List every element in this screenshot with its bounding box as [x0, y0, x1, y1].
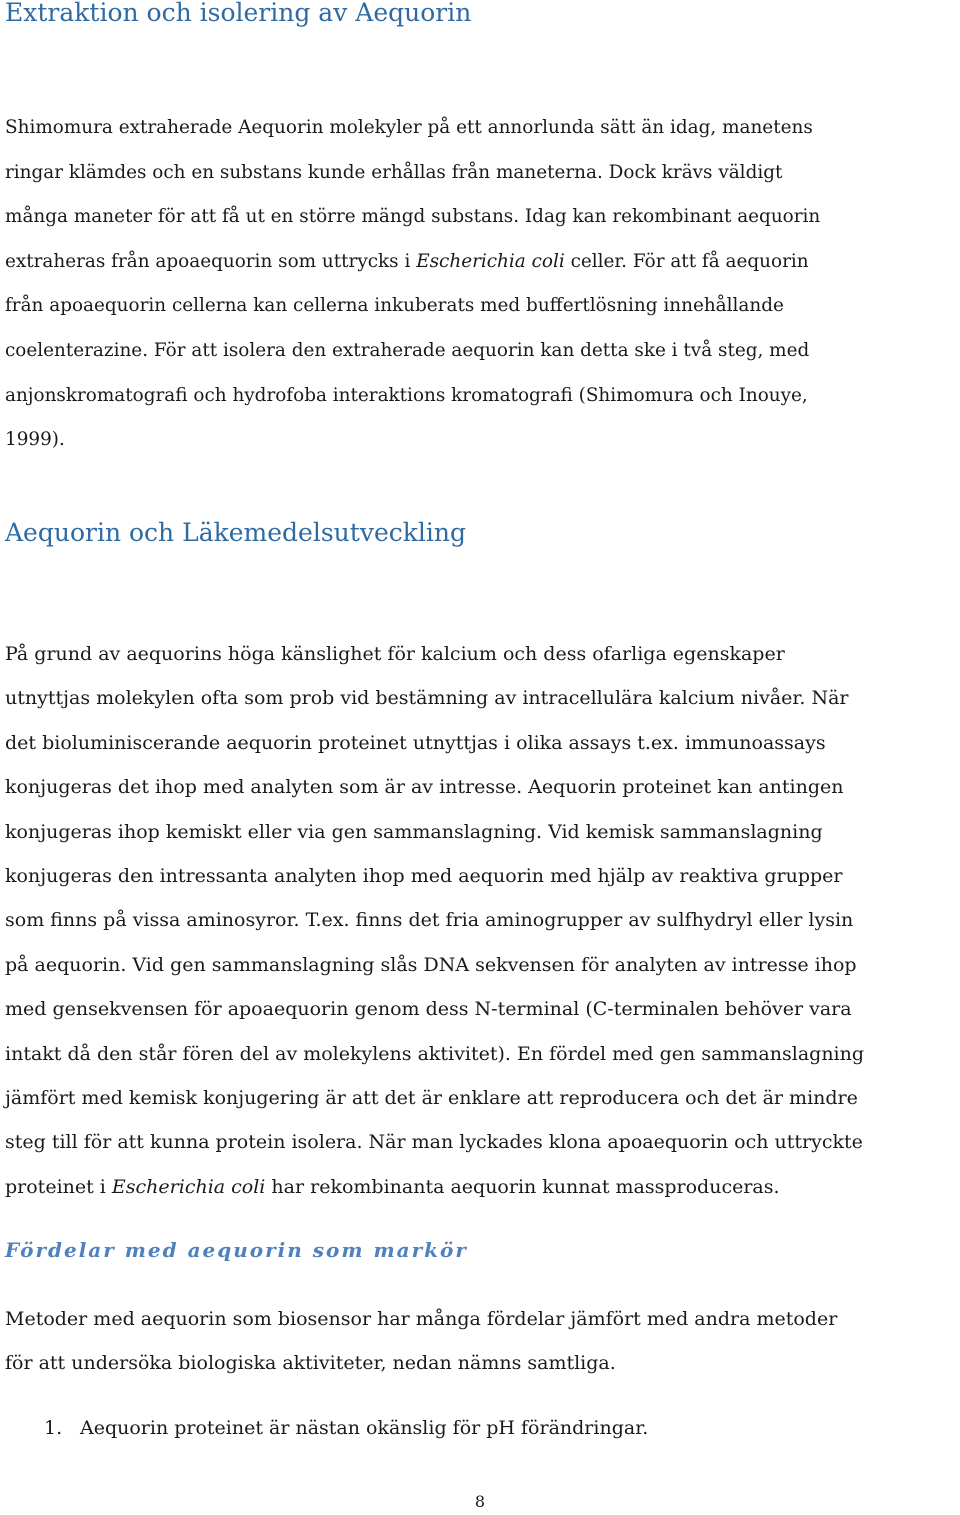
text-line: ringar klämdes och en substans kunde erhållas från maneterna. Dock krävs väldigt	[5, 161, 783, 183]
paragraph-extraction	[5, 110, 820, 467]
text-line: coelenterazine. För att isolera den extraherade aequorin kan detta ske i två steg, med	[5, 339, 810, 361]
text-segment: celler. För att få aequorin	[564, 250, 809, 272]
text-line: konjugeras den intressanta analyten ihop med aequorin med hjälp av reaktiva grupper	[5, 864, 843, 887]
text-line: konjugeras det ihop med analyten som är av intresse. Aequorin proteinet kan antingen	[5, 776, 844, 799]
text-line: det bioluminiscerande aequorin proteinet utnyttjas i olika assays t.ex. immunoassays	[5, 731, 826, 754]
heading-drug-development: Aequorin och Läkemedelsutveckling	[5, 518, 466, 547]
text-line	[5, 244, 820, 289]
page-number: 8	[474, 1492, 486, 1511]
list-item	[44, 1410, 648, 1446]
text-line: På grund av aequorins höga känslighet för kalcium och dess ofarliga egenskaper	[5, 643, 785, 665]
list-text: Aequorin proteinet är nästan okänslig för pH förändringar.	[80, 1417, 649, 1439]
paragraph-advantages	[5, 1301, 837, 1390]
text-line: steg till för att kunna protein isolera. När man lyckades klona apoaequorin och uttryckte	[5, 1131, 863, 1154]
species-name: Escherichia coli	[111, 1175, 266, 1198]
text-line: 1999).	[5, 429, 65, 451]
text-line: för att undersöka biologiska aktiviteter, nedan nämns samtliga.	[5, 1352, 616, 1375]
text-line: intakt då den står fören del av molekylens aktivitet). En fördel med gen sammanslagning	[5, 1042, 865, 1065]
text-line: Shimomura extraherade Aequorin molekyler på ett annorlunda sätt än idag, manetens	[5, 117, 813, 138]
text-segment: extraheras från apoaequorin som uttrycks i	[5, 250, 417, 272]
text-segment: har rekombinanta aequorin kunnat massproduceras.	[265, 1175, 780, 1198]
text-line: Metoder med aequorin som biosensor har många fördelar jämfört med andra metoder	[5, 1308, 838, 1330]
text-line: jämfört med kemisk konjugering är att det är enklare att reproducera och det är mindre	[5, 1086, 858, 1109]
text-line: anjonskromatografi och hydrofoba interaktions kromatografi (Shimomura och Inouye,	[5, 384, 808, 406]
heading-extraction: Extraktion och isolering av Aequorin	[5, 0, 472, 27]
heading-advantages: Fördelar med aequorin som markör	[5, 1238, 468, 1262]
text-segment: proteinet i	[5, 1175, 112, 1198]
text-line	[5, 1169, 864, 1213]
text-line: konjugeras ihop kemiskt eller via gen sammanslagning. Vid kemisk sammanslagning	[5, 820, 823, 843]
advantages-list	[44, 1410, 648, 1446]
text-line: med gensekvensen för apoaequorin genom dess N-terminal (C-terminalen behöver vara	[5, 998, 852, 1021]
text-line: utnyttjas molekylen ofta som prob vid bestämning av intracellulära kalcium nivåer. När	[5, 687, 849, 710]
text-line: många maneter för att få ut en större mängd substans. Idag kan rekombinant aequorin	[5, 206, 821, 228]
list-number: 1.	[44, 1417, 63, 1439]
text-line: från apoaequorin cellerna kan cellerna inkuberats med buffertlösning innehållande	[5, 295, 784, 317]
species-name: Escherichia coli	[416, 250, 565, 272]
paragraph-drug-development	[5, 636, 864, 1213]
text-line: på aequorin. Vid gen sammanslagning slås DNA sekvensen för analyten av intresse ihop	[5, 953, 857, 976]
text-line: som finns på vissa aminosyror. T.ex. finns det fria aminogrupper av sulfhydryl eller lysin	[5, 909, 854, 932]
